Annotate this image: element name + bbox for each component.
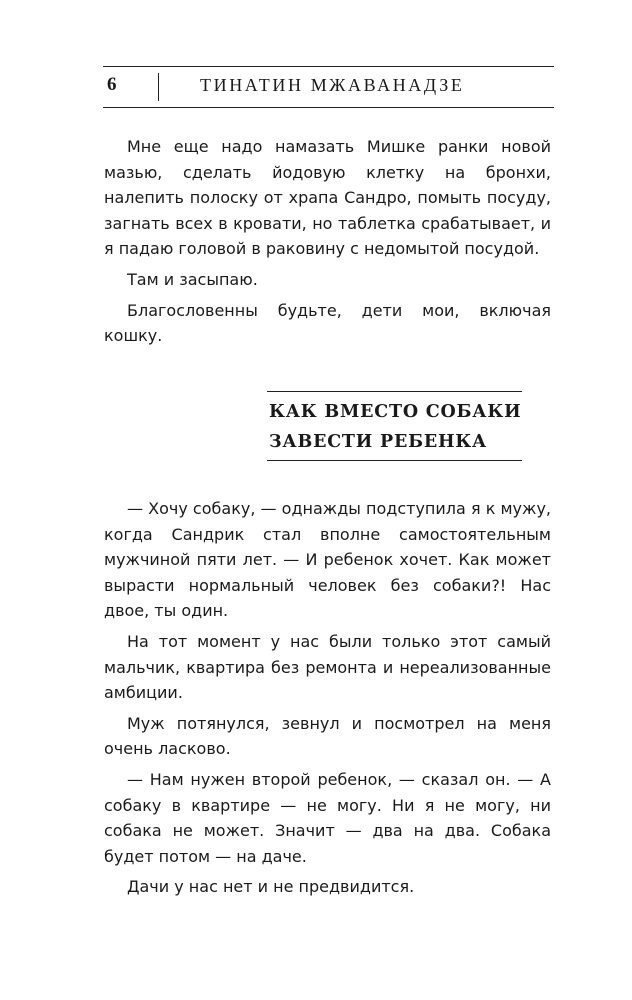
running-header	[103, 66, 554, 108]
chapter-heading	[267, 391, 522, 461]
section-intro-text	[104, 134, 551, 354]
chapter-title-line: ЗАВЕСТИ РЕБЕНКА	[269, 432, 488, 452]
paragraph: — Хочу собаку, — однажды подступила я к мужу, когда Сандрик стал вполне самостоятельным мужчиной пяти лет. — И ребенок хочет. Как может вырасти нормальный человек без собаки?! Нас двое, ты один.	[104, 499, 551, 621]
chapter-body-text	[104, 496, 551, 905]
paragraph: Муж потянулся, зевнул и посмотрел на меня очень ласково.	[104, 713, 551, 759]
running-title: ТИНАТИН МЖАВАНАДЗЕ	[200, 75, 465, 95]
paragraph: Дачи у нас нет и не предвидится.	[127, 877, 415, 897]
paragraph: Мне еще надо намазать Мишке ранки новой мазью, сделать йодовую клетку на бронхи, налепить полоску от храпа Сандро, помыть посуду, загнать всех в кровати, но таблетка срабатывает, и я падаю головой в раковину с недомытой посудой.	[104, 137, 551, 259]
chapter-title-line: КАК ВМЕСТО СОБАКИ	[269, 402, 522, 422]
paragraph: На тот момент у нас были только этот самый мальчик, квартира без ремонта и нереализованные амбиции.	[104, 631, 551, 703]
paragraph: Благословенны будьте, дети мои, включая кошку.	[104, 300, 551, 346]
paragraph: Там и засыпаю.	[127, 269, 258, 289]
paragraph: — Нам нужен второй ребенок, — сказал он. — А собаку в квартире — не могу. Ни я не могу, ни собака не может. Значит — два на два. Собака будет потом — на даче.	[104, 769, 551, 866]
page-number: 6	[107, 74, 117, 95]
header-divider	[158, 73, 159, 101]
